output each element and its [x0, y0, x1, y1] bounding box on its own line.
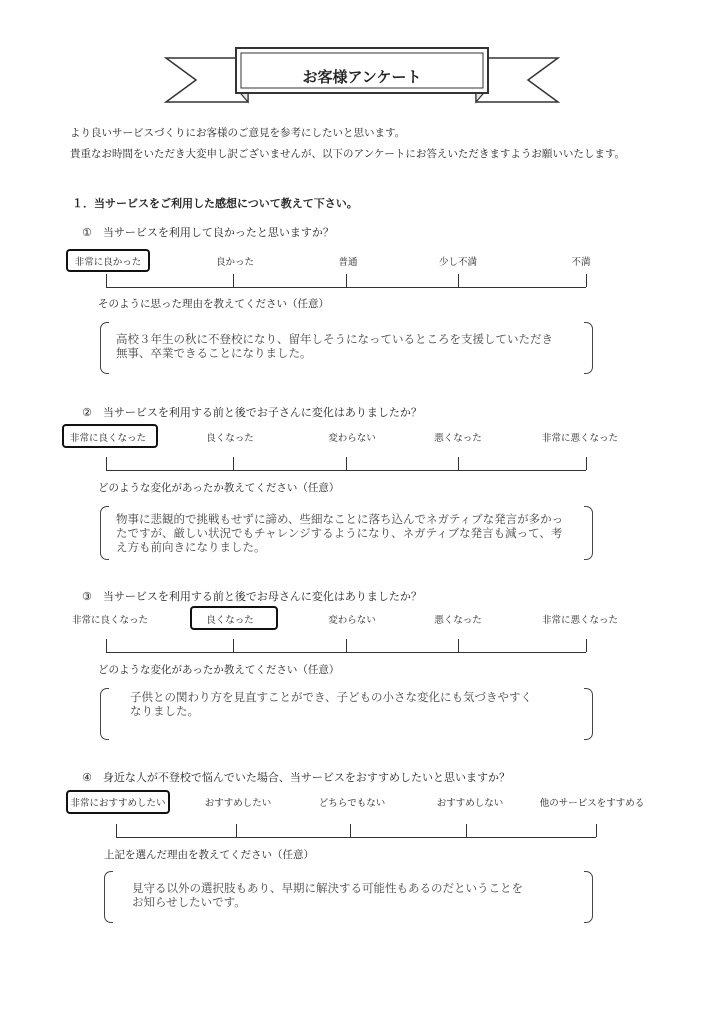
scale-tick: [236, 824, 237, 837]
option-worse[interactable]: 悪くなった: [434, 433, 482, 444]
question-3: [0, 586, 724, 746]
option-slightly-dissatisfied[interactable]: 少し不満: [438, 257, 478, 268]
answer-line: 無事、卒業できることになりました。: [116, 346, 312, 360]
answer-bracket-right: [584, 506, 593, 560]
rating-scale: [106, 470, 586, 471]
scale-tick: [586, 639, 587, 652]
answer-bracket-left: [104, 871, 113, 923]
scale-tick: [586, 457, 587, 470]
option-strongly-recommend[interactable]: 非常におすすめしたい: [70, 798, 166, 809]
option-no-change[interactable]: 変わらない: [328, 615, 376, 626]
option-recommend-other-service[interactable]: 他のサービスをすすめる: [539, 798, 645, 809]
option-much-better[interactable]: 非常に良くなった: [69, 433, 147, 444]
reason-label: 上記を選んだ理由を教えてください（任意）: [104, 849, 314, 861]
option-not-recommend[interactable]: おすすめしない: [436, 798, 504, 809]
answer-line: 子供との関わり方を見直すことができ、子どもの小さな変化にも気づきやすく: [130, 690, 533, 704]
question-2: [0, 402, 724, 567]
option-better[interactable]: 良くなった: [206, 615, 254, 626]
answer-bracket-left: [100, 506, 109, 560]
answer-text: [116, 332, 553, 360]
answer-bracket-left: [100, 322, 109, 374]
reason-label: どのような変化があったか教えてください（任意）: [98, 482, 340, 494]
option-neutral[interactable]: 普通: [338, 257, 358, 268]
scale-tick: [116, 824, 117, 837]
scale-tick: [233, 639, 234, 652]
answer-text: [130, 690, 532, 718]
scale-tick: [350, 824, 351, 837]
answer-text: [116, 512, 563, 554]
title-banner: [0, 0, 724, 110]
scale-tick: [458, 457, 459, 470]
page-title: お客様アンケート: [302, 68, 422, 86]
reason-label: そのように思った理由を教えてください（任意）: [98, 298, 329, 310]
rating-scale: [106, 652, 586, 653]
answer-line: たですが、厳しい状況でもチャレンジするようになり、ネガティブな発言も減って、考: [116, 526, 563, 540]
question-4: [0, 767, 724, 932]
answer-line: 見守る以外の選択肢もあり、早期に解決する可能性もあるのだということを: [132, 881, 523, 895]
answer-line: 高校３年生の秋に不登校になり、留年しそうになっているところを支援していただき: [116, 332, 553, 346]
answer-bracket-left: [100, 688, 109, 740]
option-much-better[interactable]: 非常に良くなった: [71, 615, 149, 626]
option-much-worse[interactable]: 非常に悪くなった: [541, 433, 619, 444]
scale-tick: [106, 457, 107, 470]
scale-tick: [466, 824, 467, 837]
option-no-change[interactable]: 変わらない: [328, 433, 376, 444]
option-much-worse[interactable]: 非常に悪くなった: [541, 615, 619, 626]
intro-line-2: 貴重なお時間をいただき大変申し訳ございませんが、以下のアンケートにお答えいただきますようお願いいたします。: [70, 148, 626, 160]
option-good[interactable]: 良かった: [215, 257, 255, 268]
selected-indicator: [62, 424, 158, 448]
scale-tick: [106, 274, 107, 287]
scale-tick: [596, 824, 597, 837]
scale-tick: [346, 639, 347, 652]
answer-text: [132, 881, 523, 909]
rating-options: [0, 612, 724, 626]
selected-indicator: [66, 249, 150, 272]
answer-line: お知らせしたいです。: [132, 895, 246, 909]
scale-tick: [233, 457, 234, 470]
option-recommend[interactable]: おすすめしたい: [204, 798, 272, 809]
scale-tick: [346, 274, 347, 287]
answer-line: え方も前向きになりました。: [116, 540, 266, 554]
scale-tick: [458, 639, 459, 652]
question-text: ③ 当サービスを利用する前と後でお母さんに変化はありましたか？: [82, 590, 422, 603]
answer-bracket-right: [584, 322, 593, 374]
section-heading: １．当サービスをご利用した感想について教えて下さい。: [72, 197, 358, 210]
scale-tick: [586, 274, 587, 287]
rating-scale: [106, 287, 586, 288]
option-worse[interactable]: 悪くなった: [434, 615, 482, 626]
scale-tick: [106, 639, 107, 652]
answer-bracket-right: [584, 688, 593, 740]
answer-line: なりました。: [130, 704, 199, 718]
selected-indicator: [190, 606, 278, 630]
option-neither[interactable]: どちらでもない: [318, 798, 386, 809]
answer-bracket-right: [584, 871, 593, 923]
answer-line: 物事に悲観的で挑戦もせずに諦め、些細なことに落ち込んでネガティブな発言が多かっ: [116, 512, 564, 526]
question-text: ④ 身近な人が不登校で悩んでいた場合、当サービスをおすすめしたいと思いますか？: [82, 771, 510, 784]
reason-label: どのような変化があったか教えてください（任意）: [98, 664, 340, 676]
question-text: ① 当サービスを利用して良かったと思いますか？: [82, 226, 334, 239]
option-dissatisfied[interactable]: 不満: [571, 257, 591, 268]
question-text: ② 当サービスを利用する前と後でお子さんに変化はありましたか？: [82, 406, 422, 419]
intro-line-1: より良いサービスづくりにお客様のご意見を参考にしたいと思います。: [70, 127, 406, 139]
scale-tick: [458, 274, 459, 287]
rating-scale: [116, 837, 596, 838]
scale-tick: [233, 274, 234, 287]
selected-indicator: [66, 790, 170, 814]
option-better[interactable]: 良くなった: [206, 433, 254, 444]
question-1: [0, 222, 724, 382]
scale-tick: [346, 457, 347, 470]
option-very-good[interactable]: 非常に良かった: [74, 257, 142, 268]
